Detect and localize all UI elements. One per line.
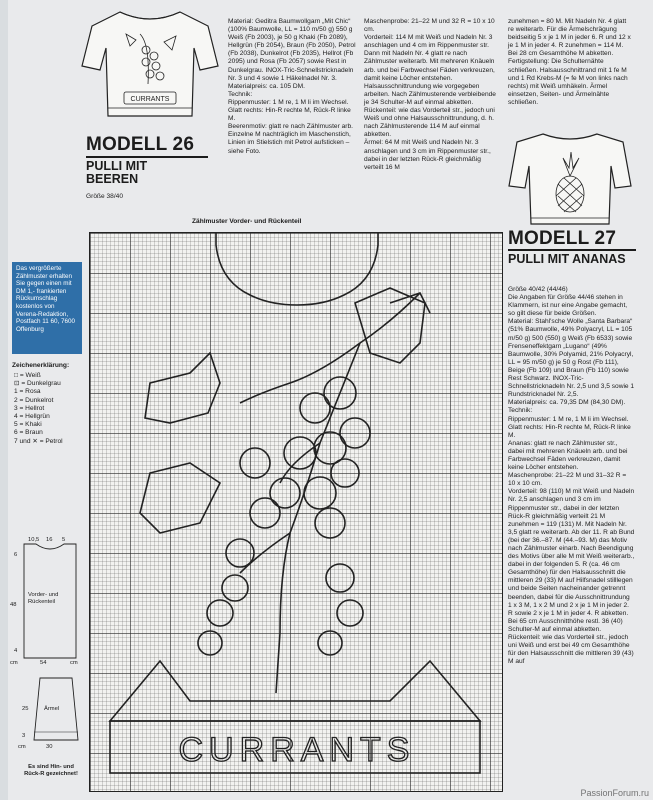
page-edge xyxy=(0,0,8,800)
legend-item: 2 = Dunkelrot xyxy=(14,396,54,404)
schematic-side-number: 48 xyxy=(10,602,17,608)
schematic-cm: cm xyxy=(70,660,78,666)
sleeve-label: Ärmel xyxy=(44,706,60,712)
text-column-3-bottom: Größe 40/42 (44/46) Die Angaben für Größe 44/46 stehen in Klammern, ist nur eine Angabe gemacht, so gilt diese für beide Größen. Material: Stahl'sche Wolle „Santa Barbara“ (51% Baumwolle, 49% Polyacryl, LL = 105 m/50 g) 500 (550) g Weiß (Fb 6533) sowie Frenseneffektgarn „Lugano“ (49% Baumwolle, 30% Polyamid, 21% Polyacryl, LL = 95 m/50 g) je 50 g Rost (Fb 111), Beige (Fb 109) und Braun (Fb 110) sowie Rest Schwarz. INOX-Tric-Schnellstricknadeln Nr. 2,5 und 3,5 sowie 1 Rundstricknadel Nr. 2,5. Materialpreis: ca. 79,35 DM (84,30 DM). Technik: Rippenmuster: 1 M re, 1 M li im Wechsel. Glatt rechts: Hin-R rechte M, Rück-R linke M. Ananas: glatt re nach Zählmuster str., dabei mit mehreren Knäueln arb. und bei Farbwechsel Fäden verkreuzen, damit keine Löcher entstehen. Maschenprobe: 21–22 M und 31–32 R = 10 x 10 cm. Vorderteil: 98 (110) M mit Weiß und Nadeln Nr. 2,5 anschlagen und 3 cm im Rippenmuster str., dabei in der letzten Rück-R gleichmäßig verteilt 21 M zunehmen = 119 (131) M. Mit Nadeln Nr. 3,5 glatt re weiterarb. Ab der 11. R ab Bund (bei der 36.–87. M (44.–93. M) das Motiv nach Zählmuster einarb. Nach Beendigung des Motivs über alle M mit Weiß weiterarb., dabei in der folgenden 5. R (ca. 46 cm Gesamthöhe) für den Halsausschnitt die mittleren 29 (33) M auf Hilfsnadel stilllegen und beide Seiten nacheinander getrennt beenden, dabei für die Ausschnittrundung 1 x 3 M, 1 x 2 M und 2 x je 1 M in jeder 2. R sowie 2 x je 1 M in jeder 4. R abketten. Bei 65 cm Ausschnitthöhe restl. 36 (40) Schulter-M auf einmal abketten. Rückenteil: wie das Vorderteil str., jedoch uni Weiß und erst bei 49 cm Gesamthöhe für den Halsausschnitt die mittleren 39 (43) M auf xyxy=(508,286,635,666)
info-box: Das vergrößerte Zählmuster erhalten Sie gegen einen mit DM 1,- frankierten Rückumschlag kostenlos von Verena-Redaktion, Postfach 11 60, 7600 Offenburg xyxy=(12,262,82,354)
legend-item: 1 = Rosa xyxy=(14,388,41,396)
modell26-subtitle: PULLI MIT BEEREN xyxy=(86,159,148,186)
sleeve-side-number: 3 xyxy=(22,733,26,739)
modell26-title: MODELL 26 xyxy=(86,134,195,155)
chart-note: Es sind Hin- und Rück-R gezeichnet! xyxy=(24,764,78,777)
knitting-chart xyxy=(89,232,503,792)
watermark: PassionForum.ru xyxy=(580,788,649,798)
text-column-1: Material: Geditra Baumwollgarn „Mit Chic“ (100% Baumwolle, LL = 110 m/50 g) 550 g Weiß (Fb 2003), je 50 g Khaki (Fb 2089), Hellgrün (Fb 2054), Braun (Fb 2050), Petrol (Fb 2038), Dunkelrot (Fb 2035), Hellrot (Fb 2095) und Rosa (Fb 2057) sowie Rest in Dunkelgrau. INOX-Tric-Schnellstricknadeln Nr. 3 und 4 sowie 1 Häkelnadel Nr. 3. Materialpreis: ca. 105 DM. Technik: Rippenmuster: 1 M re, 1 M li im Wechsel. Glatt rechts: Hin-R rechte M, Rück-R linke M. Beerenmotiv: glatt re nach Zählmuster arb. Einzelne M nachträglich im Maschenstich, Linien im Stielstich mit Petrol aufsticken – siehe Foto. xyxy=(228,18,356,155)
sweater-sketch-26 xyxy=(80,4,220,129)
schematic-cm: cm xyxy=(10,660,18,666)
text-column-2: Maschenprobe: 21–22 M und 32 R = 10 x 10 cm. Vorderteil: 114 M mit Weiß und Nadeln Nr. 3 anschlagen und 4 cm im Rippenmuster str. Dann mit Nadeln Nr. 4 glatt re nach Zählmuster weiterarb. Mit mehreren Knäueln arb. und bei Farbwechsel Fäden verkreuzen, damit keine Löcher entstehen. Halsausschnittrundung wie vorgegeben arbeiten. Nach Zählmusterende verbleibende je 34 Schulter-M auf einmal abketten. Rückenteil: wie das Vorderteil str., jedoch uni Weiß und ohne Halsausschnittrundung, d. h. nach Zählmusterende 114 M auf einmal abketten. Ärmel: 64 M mit Weiß und Nadeln Nr. 3 anschlagen und 3 cm im Rippenmuster str., dabei in der letzten Rück-R gleichmäßig verteilt 16 M xyxy=(364,18,496,171)
chart-title: Zählmuster Vorder- und Rückenteil xyxy=(192,218,302,225)
text-column-3-top: zunehmen = 80 M. Mit Nadeln Nr. 4 glatt re weiterarb. Für die Ärmelschrägung beidseitig 5 x je 1 M in jeder 6. R und 12 x je 1 M in jeder 4. R zunehmen = 114 M. Bei 28 cm Gesamthöhe M abketten. Fertigstellung: Die Schulternähte schließen. Halsausschnittrand mit 1 fe M und 1 Rd Krebs-M (= fe M von links nach rechts) mit Weiß umhäkeln. Ärmel einsetzen, Seiten- und Ärmelnähte schließen. xyxy=(508,18,631,106)
schematic-top-label: 5 xyxy=(62,537,66,543)
heading-rule xyxy=(86,156,208,158)
schematic-cm: cm xyxy=(18,744,26,750)
sleeve-side-number: 25 xyxy=(22,706,29,712)
modell27-title: MODELL 27 xyxy=(508,228,617,249)
legend-item: 3 = Hellrot xyxy=(14,404,45,412)
legend-item: 4 = Hellgrün xyxy=(14,413,50,421)
chart-text: CURRANTS xyxy=(178,731,416,769)
legend-title: Zeichenerklärung: xyxy=(12,362,70,369)
heading-rule-27 xyxy=(508,249,636,251)
schematic-front-label: Vorder- und Rückenteil xyxy=(28,592,59,605)
legend-item: 5 = Khaki xyxy=(14,421,42,429)
schematic-side-number: 4 xyxy=(14,648,18,654)
sweater-label: CURRANTS xyxy=(130,96,170,103)
chart-motif xyxy=(90,233,504,793)
legend-item: 6 = Braun xyxy=(14,429,43,437)
legend-item: □ = Weiß xyxy=(14,372,41,379)
schematic-top-label: 10,5 xyxy=(28,537,40,543)
modell26-size: Größe 38/40 xyxy=(86,193,124,200)
sweater-sketch-27 xyxy=(505,128,635,228)
legend-list xyxy=(14,372,63,446)
schematic-bottom-label: 54 xyxy=(40,660,47,666)
schematic-side-number: 6 xyxy=(14,552,18,558)
modell27-subtitle: PULLI MIT ANANAS xyxy=(508,252,626,266)
sleeve-bottom-label: 30 xyxy=(46,744,53,750)
legend-item: ⊡ = Dunkelgrau xyxy=(14,380,61,388)
schematic-top-label: 16 xyxy=(46,537,53,543)
legend-item: 7 und ✕ = Petrol xyxy=(14,437,63,445)
